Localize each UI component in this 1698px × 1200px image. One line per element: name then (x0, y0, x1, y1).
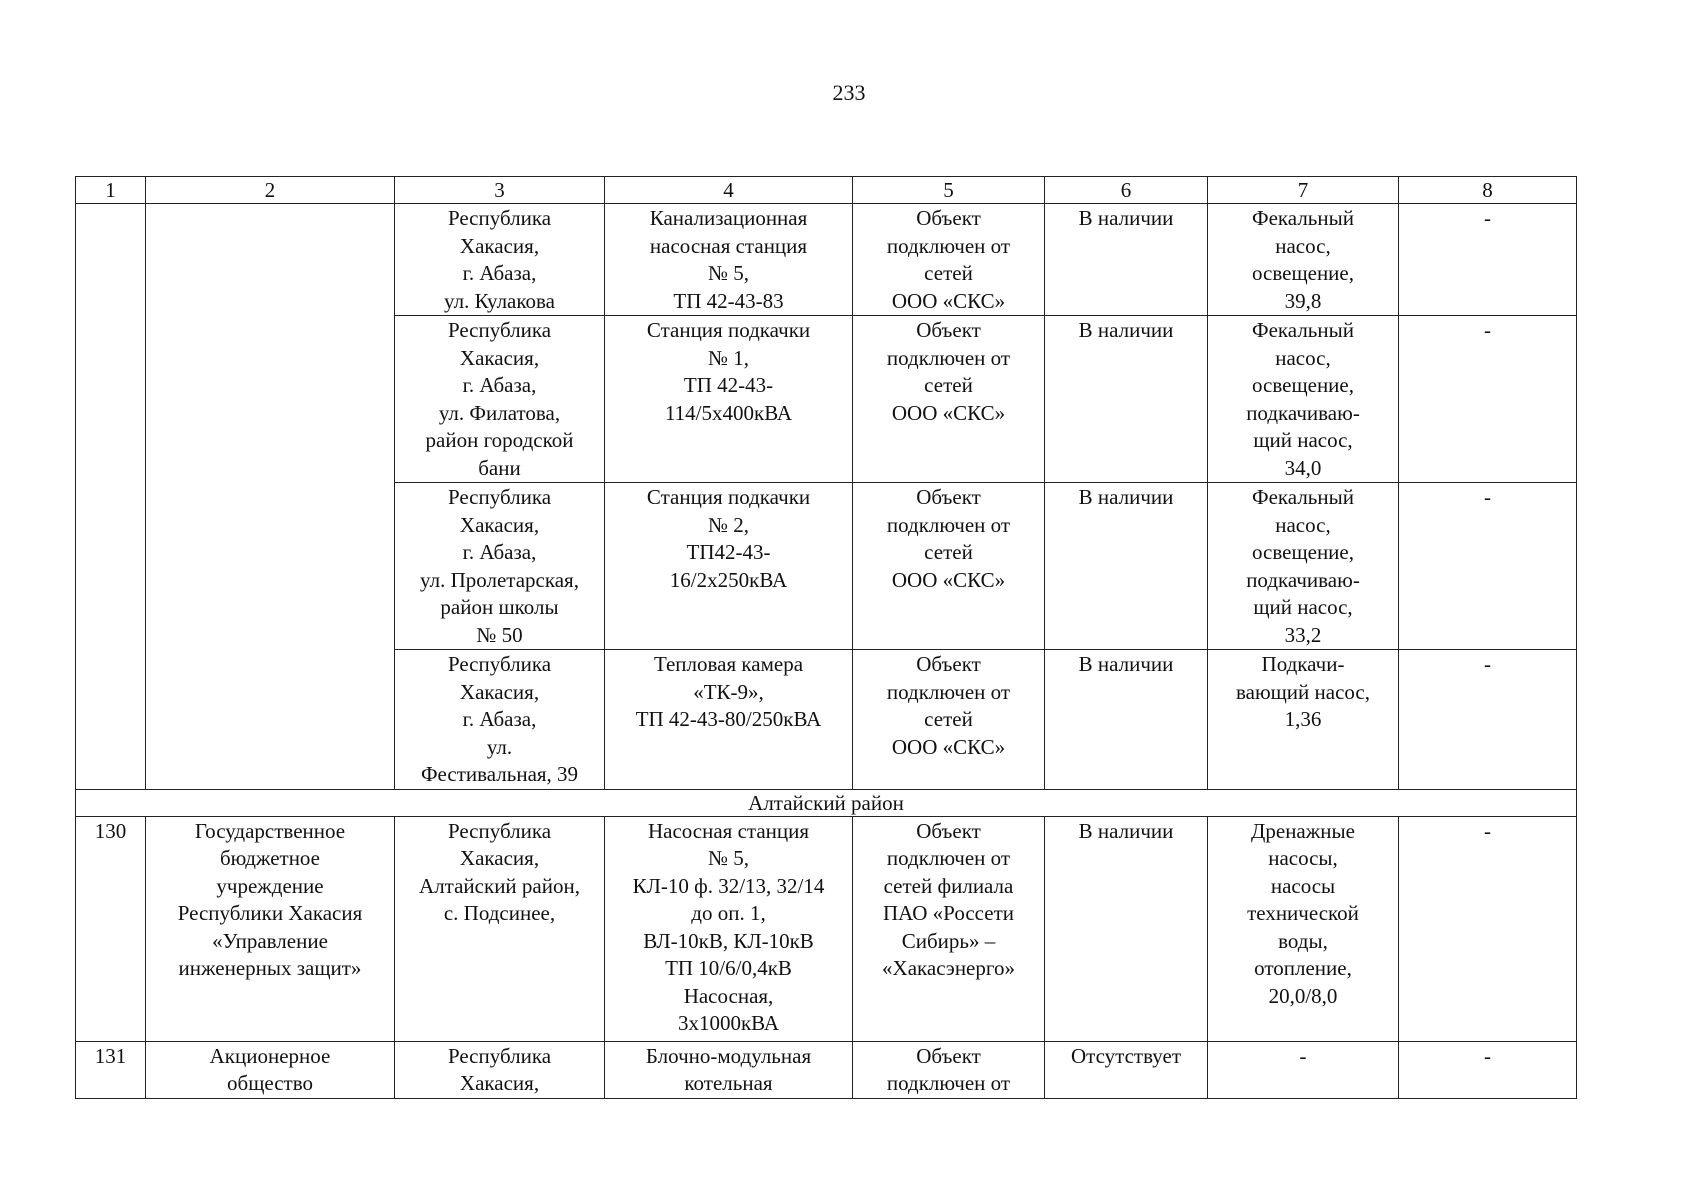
connection-cell-line: ООО «СКС» (891, 567, 1006, 592)
object-cell-line: 16/2х250кВА (669, 567, 788, 592)
object-cell-line: до оп. 1, (691, 901, 766, 925)
connection-cell (853, 483, 1045, 650)
connection-cell-line: сетей (924, 261, 973, 285)
connection-cell (853, 816, 1045, 1041)
address-cell-line: Республика (447, 818, 552, 843)
column-number: 1 (76, 177, 146, 204)
connection-cell-line: сетей филиала (883, 873, 1014, 898)
connection-cell-line: подключен от (886, 1071, 1011, 1095)
note-cell: - (1399, 1041, 1577, 1098)
equipment-cell-line: освещение, (1252, 261, 1354, 285)
address-cell-line: Хакасия, (459, 846, 540, 870)
table-row (76, 204, 1577, 316)
equipment-cell-line: отопление, (1254, 956, 1352, 980)
address-cell-line: Хакасия, (459, 345, 540, 370)
organization-cell-line: общество (227, 1071, 313, 1095)
object-cell-line: Станция подкачки (646, 318, 811, 342)
address-cell-line: ул. Пролетарская, (420, 567, 579, 592)
organization-cell (146, 1041, 395, 1098)
equipment-cell-line: технической (1247, 901, 1359, 925)
equipment-cell-line: насосы, (1268, 846, 1338, 870)
connection-cell-line: подключен от (886, 846, 1011, 870)
object-cell-line: № 5, (707, 261, 750, 285)
connection-cell-line: Объект (916, 652, 981, 676)
address-cell-line: ул. Филатова, (438, 400, 561, 425)
object-cell-line: Станция подкачки (646, 485, 811, 509)
address-cell-line: Фестивальная, 39 (420, 762, 579, 786)
connection-cell-line: ООО «СКС» (891, 734, 1006, 759)
connection-cell-line: ООО «СКС» (891, 288, 1006, 313)
equipment-cell-line: освещение, (1252, 373, 1354, 397)
connection-cell-line: ПАО «Россети (882, 901, 1014, 925)
address-cell (395, 204, 605, 316)
table-row (76, 816, 1577, 1041)
equipment-cell (1208, 650, 1399, 790)
connection-cell (853, 650, 1045, 790)
object-cell-line: Насосная станция (647, 818, 810, 843)
availability-cell: В наличии (1045, 483, 1208, 650)
connection-cell-line: сетей (924, 373, 973, 397)
address-cell (395, 650, 605, 790)
equipment-cell-line: освещение, (1252, 540, 1354, 564)
connection-cell-line: Объект (916, 318, 981, 342)
connection-cell-line: Объект (916, 206, 981, 230)
address-cell-line: район школы (440, 595, 559, 619)
connection-cell-line: Объект (916, 1043, 981, 1068)
object-cell-line: Насосная, (683, 983, 774, 1008)
address-cell-line: Республика (447, 1043, 552, 1068)
number-cell: 131 (76, 1041, 146, 1098)
object-cell (605, 316, 853, 483)
equipment-cell-line: Фекальный (1252, 318, 1354, 342)
equipment-cell-line: Фекальный (1252, 206, 1354, 230)
object-cell-line: ТП42-43- (686, 540, 771, 564)
object-cell-line: «ТК-9», (693, 679, 764, 704)
object-cell (605, 204, 853, 316)
address-cell-line: Республика (447, 206, 552, 230)
connection-cell-line: подключен от (886, 233, 1011, 258)
connection-cell-line: Объект (916, 818, 981, 843)
organization-cell (146, 816, 395, 1041)
object-cell-line: 3х1000кВА (677, 1011, 780, 1035)
address-cell-line: Республика (447, 485, 552, 509)
object-cell-line: ТП 42-43-83 (673, 288, 784, 313)
connection-cell-line: Объект (916, 485, 981, 509)
organization-cell-continued (146, 204, 395, 790)
object-cell-line: котельная (684, 1071, 773, 1095)
equipment-cell-line: подкачиваю- (1246, 567, 1360, 592)
equipment-cell-line: - (1299, 1043, 1307, 1068)
address-cell-line: Хакасия, (459, 679, 540, 704)
object-cell-line: Тепловая камера (653, 652, 804, 676)
equipment-cell-line: Дренажные (1251, 818, 1355, 843)
connection-cell-line: сетей (924, 707, 973, 731)
address-cell (395, 816, 605, 1041)
address-cell-line: с. Подсинее, (443, 901, 556, 925)
equipment-cell-line: Подкачи- (1261, 652, 1345, 676)
note-cell: - (1399, 816, 1577, 1041)
column-number: 7 (1208, 177, 1399, 204)
organization-cell-line: Республики Хакасия (177, 901, 363, 925)
availability-cell: В наличии (1045, 650, 1208, 790)
object-cell (605, 650, 853, 790)
organization-cell-line: Акционерное (209, 1043, 331, 1068)
equipment-cell (1208, 483, 1399, 650)
address-cell-line: Хакасия, (459, 233, 540, 258)
column-number: 4 (605, 177, 853, 204)
organization-cell-line: «Управление (212, 928, 328, 953)
equipment-cell (1208, 1041, 1399, 1098)
equipment-cell (1208, 204, 1399, 316)
address-cell-line: № 50 (476, 622, 523, 647)
address-cell-line: Хакасия, (459, 512, 540, 537)
connection-cell-line: подключен от (886, 345, 1011, 370)
registry-table (75, 176, 1577, 1099)
equipment-cell-line: насос, (1275, 233, 1331, 258)
equipment-cell (1208, 316, 1399, 483)
number-cell-continued (76, 204, 146, 790)
equipment-cell-line: 39,8 (1284, 288, 1322, 313)
equipment-cell-line: воды, (1278, 928, 1328, 953)
number-cell: 130 (76, 816, 146, 1041)
address-cell-line: Республика (447, 318, 552, 342)
connection-cell-line: сетей (924, 540, 973, 564)
equipment-cell-line: вающий насос, (1235, 679, 1371, 704)
object-cell-line: № 2, (707, 512, 750, 537)
address-cell (395, 316, 605, 483)
section-title: Алтайский район (76, 789, 1577, 816)
connection-cell-line: «Хакасэнерго» (882, 956, 1015, 980)
page-number: 233 (832, 80, 866, 105)
equipment-cell-line: подкачиваю- (1246, 400, 1360, 425)
connection-cell (853, 316, 1045, 483)
connection-cell (853, 204, 1045, 316)
note-cell: - (1399, 204, 1577, 316)
connection-cell-line: подключен от (886, 679, 1011, 704)
object-cell-line: Канализационная (649, 206, 808, 230)
equipment-cell-line: насос, (1275, 512, 1331, 537)
column-number: 2 (146, 177, 395, 204)
address-cell (395, 1041, 605, 1098)
object-cell-line: ТП 42-43-80/250кВА (635, 707, 822, 731)
object-cell (605, 483, 853, 650)
address-cell-line: Республика (447, 652, 552, 676)
column-number: 8 (1399, 177, 1577, 204)
organization-cell-line: учреждение (216, 873, 324, 898)
note-cell: - (1399, 483, 1577, 650)
object-cell-line: 114/5х400кВА (664, 400, 793, 425)
object-cell-line: ТП 10/6/0,4кВ (665, 956, 792, 980)
object-cell (605, 1041, 853, 1098)
note-cell: - (1399, 650, 1577, 790)
object-cell-line: № 1, (707, 345, 750, 370)
object-cell-line: насосная станция (649, 233, 808, 258)
object-cell-line: № 5, (707, 846, 750, 870)
address-cell-line: Алтайский район, (419, 873, 580, 898)
address-cell-line: бани (478, 455, 521, 480)
address-cell-line: г. Абаза, (462, 540, 537, 564)
address-cell-line: Хакасия, (459, 1071, 540, 1095)
connection-cell-line: Сибирь» – (901, 928, 996, 953)
equipment-cell-line: 20,0/8,0 (1268, 983, 1338, 1008)
column-number: 6 (1045, 177, 1208, 204)
availability-cell: В наличии (1045, 816, 1208, 1041)
equipment-cell-line: щий насос, (1253, 428, 1353, 452)
availability-cell: Отсутствует (1045, 1041, 1208, 1098)
organization-cell-line: Государственное (194, 818, 346, 843)
table-row (76, 1041, 1577, 1098)
address-cell-line: г. Абаза, (462, 261, 537, 285)
organization-cell-line: бюджетное (219, 846, 321, 870)
address-cell-line: ул. Кулакова (444, 288, 555, 313)
connection-cell-line: ООО «СКС» (891, 400, 1006, 425)
equipment-cell (1208, 816, 1399, 1041)
equipment-cell-line: щий насос, (1253, 595, 1353, 619)
availability-cell: В наличии (1045, 204, 1208, 316)
object-cell-line: ВЛ-10кВ, КЛ-10кВ (643, 928, 814, 953)
equipment-cell-line: насосы (1270, 873, 1336, 898)
connection-cell (853, 1041, 1045, 1098)
note-cell: - (1399, 316, 1577, 483)
address-cell-line: ул. (486, 734, 513, 759)
equipment-cell-line: 33,2 (1284, 622, 1322, 647)
equipment-cell-line: Фекальный (1252, 485, 1354, 509)
object-cell (605, 816, 853, 1041)
object-cell-line: КЛ-10 ф. 32/13, 32/14 (632, 873, 825, 898)
column-number: 5 (853, 177, 1045, 204)
equipment-cell-line: 1,36 (1284, 707, 1322, 731)
availability-cell: В наличии (1045, 316, 1208, 483)
address-cell-line: г. Абаза, (462, 707, 537, 731)
organization-cell-line: инженерных защит» (178, 956, 362, 980)
connection-cell-line: подключен от (886, 512, 1011, 537)
equipment-cell-line: насос, (1275, 345, 1331, 370)
column-number-row (76, 177, 1577, 204)
object-cell-line: Блочно-модульная (645, 1043, 812, 1068)
column-number: 3 (395, 177, 605, 204)
section-row (76, 789, 1577, 816)
equipment-cell-line: 34,0 (1284, 455, 1322, 480)
address-cell-line: район городской (425, 428, 574, 452)
address-cell (395, 483, 605, 650)
address-cell-line: г. Абаза, (462, 373, 537, 397)
object-cell-line: ТП 42-43- (683, 373, 774, 397)
